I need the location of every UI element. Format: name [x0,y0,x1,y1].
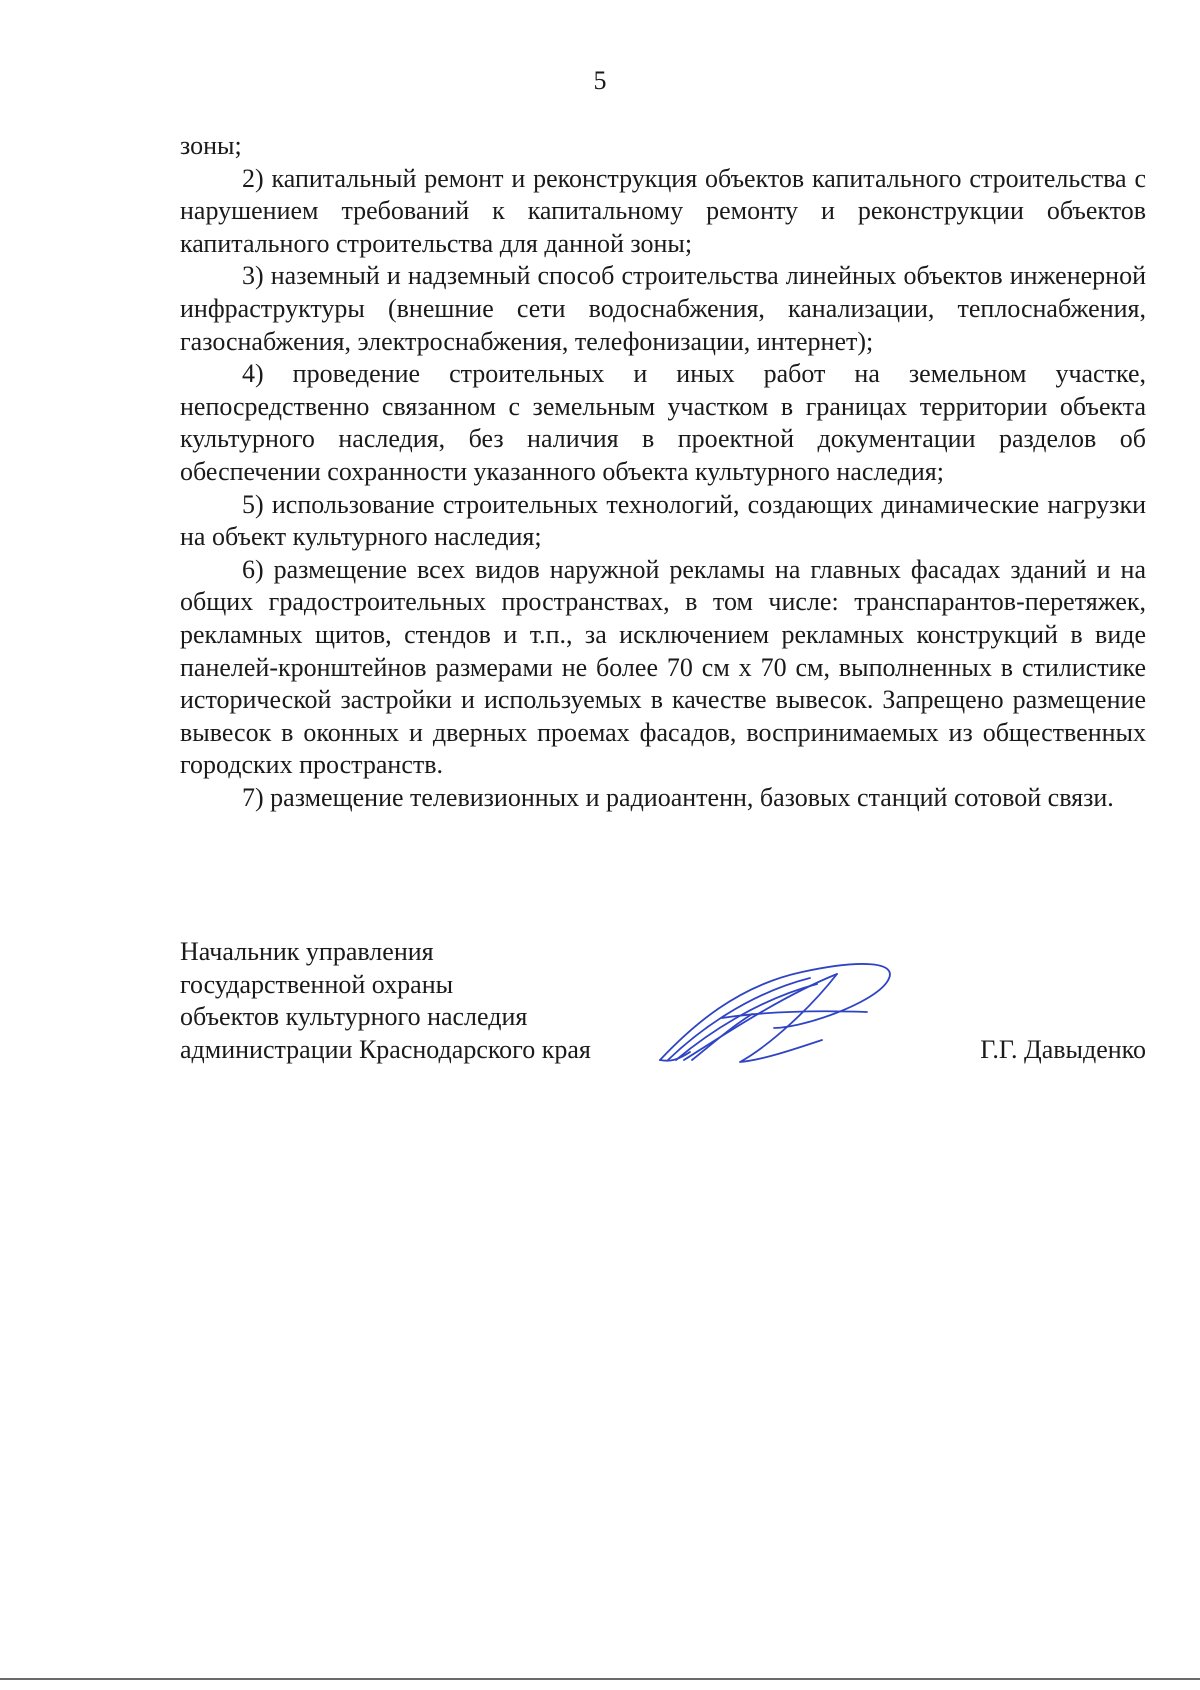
list-item-4: 4) проведение строительных и иных работ на земельном участке, непосредственно связанном с земельным участком в границах территории объекта культурного наследия, без наличия в проектной документации разделов об обеспечении сохранности указанного объекта культурного наследия; [180,359,1146,486]
signer-position-line-4: администрации Краснодарского края [180,1034,591,1064]
signature-block [180,936,1146,1116]
handwritten-signature [652,956,902,1066]
list-item-2: 2) капитальный ремонт и реконструкция объектов капитального строительства с нарушением требований к капитальному ремонту и реконструкции объектов капитального строительства для данной зоны; [180,163,1146,258]
list-item-7: 7) размещение телевизионных и радиоантенн, базовых станций сотовой связи. [242,782,1114,812]
bottom-rule [0,1678,1200,1680]
list-item-3: 3) наземный и надземный способ строительства линейных объектов инженерной инфраструктуры (внешние сети водоснабжения, канализации, теплоснабжения, газоснабжения, электроснабжения, телефонизации, интернет); [180,261,1146,356]
signer-position-line-2: государственной охраны [180,969,454,999]
signer-position-line-1: Начальник управления [180,937,434,966]
document-body [180,130,1146,814]
list-item-6: 6) размещение всех видов наружной рекламы на главных фасадах зданий и на общих градостроительных пространствах, в том числе: транспарантов-перетяжек, рекламных щитов, стендов и т.п., за исключением рекламных конструкций в виде панелей-кронштейнов размерами не более 70 см х 70 см, выполненных в стилистике исторической застройки и используемых в качестве вывесок. Запрещено размещение вывесок в оконных и дверных проемах фасадов, воспринимаемых из общественных городских пространств. [180,554,1146,780]
signer-position-line-3: объектов культурного наследия [180,1002,528,1032]
list-item-5: 5) использование строительных технологий, создающих динамические нагрузки на объект культурного наследия; [180,489,1146,552]
paragraph-continuation: зоны; [180,131,242,160]
page-number: 5 [593,66,607,95]
signer-name: Г.Г. Давыденко [980,1034,1146,1064]
